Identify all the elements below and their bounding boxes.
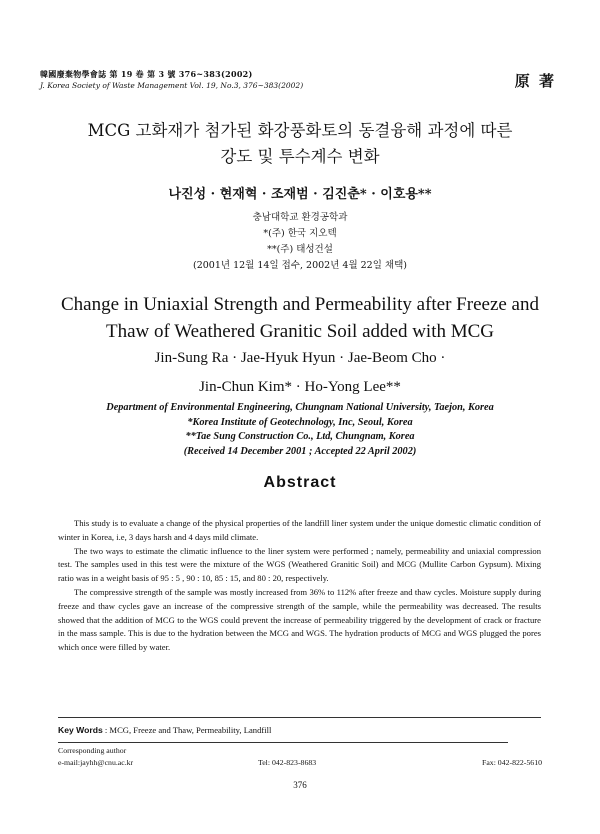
keywords-value: : MCG, Freeze and Thaw, Permeability, Landfill <box>104 725 272 735</box>
page-number: 376 <box>293 780 307 790</box>
english-affiliation-1: Department of Environmental Engineering, Chungnam National University, Taejon, Korea <box>106 402 494 413</box>
english-authors <box>0 344 600 402</box>
corresponding-fax: Fax: 042-822-5610 <box>482 758 542 767</box>
footer-divider <box>58 742 508 743</box>
journal-header-korean: 韓國廢棄物學會誌 第 19 卷 第 3 號 376~383(2002) <box>40 69 253 79</box>
english-affiliations <box>0 401 600 459</box>
abstract-heading: Abstract <box>263 474 337 491</box>
korean-affiliations <box>0 210 600 274</box>
abstract-paragraph-1: This study is to evaluate a change of the physical properties of the landfill liner system under the unique domestic climatic condition of winter in Korea, i.e, 3 days harsh and 4 days mild climate. <box>58 518 541 542</box>
journal-header-english: J. Korea Society of Waste Management Vol. 19, No.3, 376~383(2002) <box>40 81 304 90</box>
korean-title <box>0 118 600 170</box>
keywords-label: Key Words <box>58 725 103 735</box>
article-type-label: 原 著 <box>514 72 556 90</box>
korean-affiliation-3: **(주) 태성건설 <box>267 244 333 255</box>
abstract-body <box>58 517 541 655</box>
english-title-line-1: Change in Uniaxial Strength and Permeability after Freeze and <box>60 294 539 315</box>
english-affiliation-2: *Korea Institute of Geotechnology, Inc, Seoul, Korea <box>187 416 413 428</box>
keywords <box>58 725 271 735</box>
abstract-paragraph-3: The compressive strength of the sample was mostly increased from 36% to 112% after freeze and thaw cycles. Moisture supply during freeze and thaw cycles gave an increase of the compressive strength of the sample, while the permeability was decreased. The results showed that the addition of MCG to the WGS could prevent the increase of permeability triggered by the development of crack or fracture in the mass sample. This is due to the hydration between the MCG and WGS. The hydration products of MCG and WGS plugged the pores which once were filled by water. <box>58 586 541 653</box>
korean-affiliation-2: *(주) 한국 지오텍 <box>263 228 337 239</box>
english-authors-line-2: Jin-Chun Kim* · Ho-Yong Lee** <box>199 379 401 395</box>
english-affiliation-3: **Tae Sung Construction Co., Ltd, Chungnam, Korea <box>185 431 415 442</box>
english-title-line-2: Thaw of Weathered Granitic Soil added with MCG <box>105 321 495 342</box>
english-title <box>0 291 600 345</box>
korean-authors: 나진성 · 현재혁 · 조재범 · 김진춘* · 이호용** <box>168 187 432 202</box>
corresponding-tel: Tel: 042-823-8683 <box>258 758 317 767</box>
corresponding-author-label: Corresponding author <box>58 746 127 755</box>
english-received-dates: (Received 14 December 2001 ; Accepted 22 April 2002) <box>183 445 417 457</box>
corresponding-email: e-mail:jayhh@cnu.ac.kr <box>58 758 134 767</box>
english-authors-line-1: Jin-Sung Ra · Jae-Hyuk Hyun · Jae-Beom Cho · <box>154 350 446 366</box>
korean-affiliation-1: 충남대학교 환경공학과 <box>252 212 348 223</box>
korean-title-line-1: MCG 고화재가 첨가된 화강풍화토의 동결융해 과정에 따른 <box>87 121 513 140</box>
abstract-paragraph-2: The two ways to estimate the climatic influence to the liner system were performed ; namely, permeability and uniaxial compression test. The samples used in this test were the mixture of the WGS (Weathered Granitic Soil) and MCG (Mullite Carbon Gypsum). Mixing ratio was in a weight basis of 95 : 5 , 90 : 10, 85 : 15, and 80 : 20, respectively. <box>58 545 541 584</box>
korean-title-line-2: 강도 및 투수계수 변화 <box>220 147 380 166</box>
korean-received-dates: (2001년 12월 14일 접수, 2002년 4월 22일 채택) <box>192 260 407 271</box>
keywords-divider <box>58 717 541 718</box>
